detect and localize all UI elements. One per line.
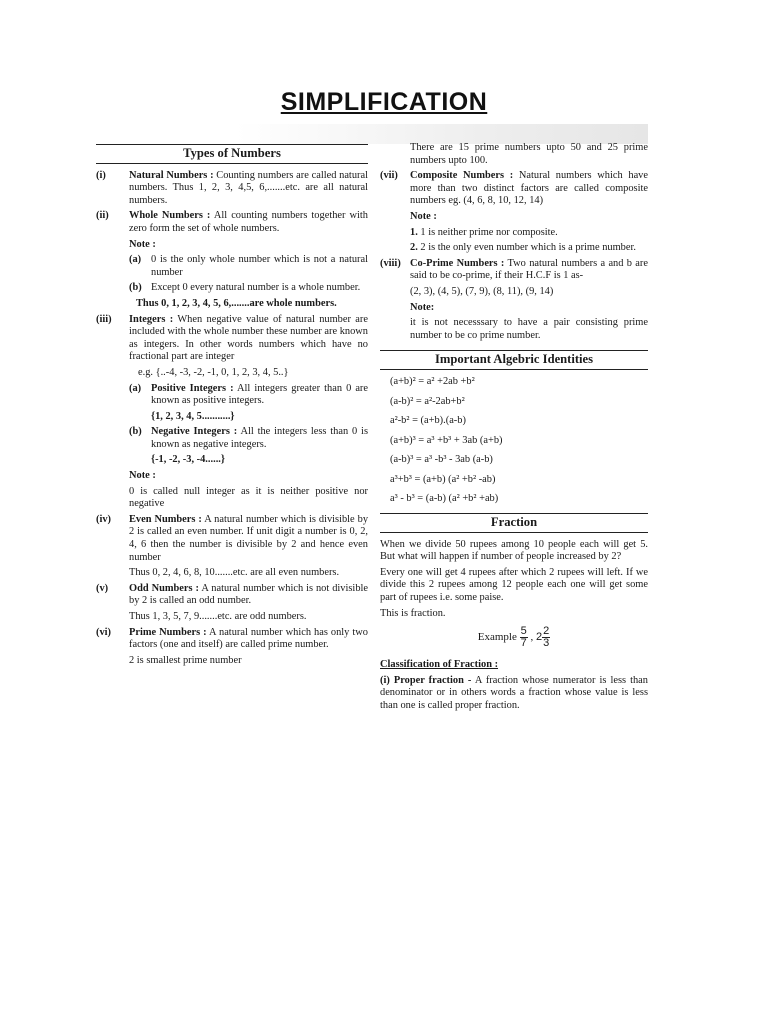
identity-4: (a+b)³ = a³ +b³ + 3ab (a+b)	[390, 434, 503, 446]
sub-title: Positive Integers :	[151, 382, 234, 394]
even-numbers-item	[96, 514, 368, 564]
proper-fraction-text: A fraction whose numerator is less than denominator or in others words a fraction whose value is less than one is called proper fraction.	[380, 674, 648, 711]
note-heading: Note:	[410, 301, 435, 313]
example-label: Example	[477, 631, 517, 644]
fraction-header: Fraction	[380, 513, 648, 533]
sub-text: 0 is the only whole number which is not a natural number	[151, 254, 368, 278]
co-prime-note: it is not necesssary to have a pair consisting prime number to be co prime number.	[410, 317, 648, 341]
negative-integers-item	[96, 426, 368, 451]
fraction-paragraph-1: When we divide 50 rupees among 10 people each will get 5. But what will happen if number of people increased by 2?	[380, 538, 648, 563]
item-number: (i)	[96, 169, 106, 181]
note-1	[380, 227, 648, 240]
item-number: (vi)	[96, 626, 112, 638]
sub-number: (a)	[129, 254, 142, 266]
integers-item	[96, 314, 368, 364]
item-text: A natural number which is not divisible by 2 is called an odd number.	[129, 582, 369, 607]
fraction-denominator: 3	[543, 637, 550, 650]
classification-heading: Classification of Fraction :	[380, 659, 499, 671]
positive-integers-item	[96, 383, 368, 408]
left-column	[96, 144, 368, 670]
sub-title: Negative Integers :	[151, 426, 238, 438]
identity-6: a³+b³ = (a+b) (a² +b² -ab)	[390, 473, 496, 485]
integers-example: e.g. {..-4, -3, -2, -1, 0, 1, 2, 3, 4, 5..}	[138, 366, 289, 378]
item-text: Two natural numbers a and b are said to be co-prime, if their H.C.F is 1 as-	[410, 257, 648, 282]
identity-5: (a-b)³ = a³ -b³ - 3ab (a-b)	[390, 454, 493, 466]
fraction-denominator: 7	[520, 637, 527, 650]
identity-2: (a-b)² = a²-2ab+b²	[390, 395, 465, 407]
mixed-whole: 2	[535, 631, 543, 644]
right-column	[380, 142, 648, 716]
item-number: (viii)	[380, 257, 401, 269]
smallest-prime-note: 2 is smallest prime number	[129, 654, 242, 666]
prime-numbers-item	[96, 627, 368, 652]
example-mixed-fraction	[542, 626, 550, 649]
item-title: Prime Numbers :	[129, 626, 207, 638]
null-integer-note: 0 is called null integer as it is neither positive nor negative	[129, 485, 368, 510]
identity-3: a²-b² = (a+b).(a-b)	[390, 415, 466, 427]
note-heading: Note :	[129, 470, 156, 482]
sub-number: (a)	[129, 382, 142, 394]
item-text: A natural number which has only two factors (one and itself) are called prime number.	[129, 626, 368, 651]
item-title: Whole Numbers :	[129, 210, 211, 222]
whole-numbers-list: Thus 0, 1, 2, 3, 4, 5, 6,.......are whole numbers.	[136, 297, 337, 309]
sub-text: All integers greater than 0 are known as positive integers.	[151, 382, 369, 407]
whole-numbers-item	[96, 210, 368, 235]
note-2	[380, 242, 648, 255]
composite-numbers-item	[380, 170, 648, 208]
note-heading: Note :	[410, 210, 437, 222]
item-title: Odd Numbers :	[129, 582, 199, 594]
note-heading: Note :	[129, 238, 156, 250]
item-number: (ii)	[96, 210, 109, 222]
identity-7: a³ - b³ = (a-b) (a² +b² +ab)	[390, 493, 499, 505]
prime-count-text: There are 15 prime numbers upto 50 and 25 prime numbers upto 100.	[410, 142, 648, 166]
example-fraction	[520, 626, 528, 649]
item-text: Counting numbers are called natural numbers. Thus 1, 2, 3, 4,5, 6,.......etc. are all natural numbers.	[129, 169, 368, 206]
even-numbers-list: Thus 0, 2, 4, 6, 8, 10.......etc. are all even numbers.	[129, 567, 340, 579]
item-text: Natural numbers which have more than two distinct factors are called composite numbers eg. (4, 6, 8, 10, 12, 14)	[410, 170, 648, 207]
item-title: Composite Numbers :	[410, 170, 514, 182]
page-title: SIMPLIFICATION	[280, 88, 488, 116]
fraction-numerator: 5	[520, 625, 527, 638]
sub-number: (b)	[129, 282, 142, 294]
fraction-paragraph-2: Every one will get 4 rupees after which 2 rupees will left. If we divide this 2 rupees among 12 people each one will get some part of rupees i.e. some paise.	[380, 566, 648, 604]
scan-shadow	[236, 124, 648, 144]
algebraic-identities-header: Important Algebric Identities	[380, 350, 648, 370]
item-number: (iv)	[96, 513, 112, 525]
fraction-paragraph-3: This is fraction.	[380, 607, 446, 619]
fraction-example	[380, 626, 648, 649]
positive-integers-list: {1, 2, 3, 4, 5...........}	[151, 410, 235, 422]
co-prime-numbers-item	[380, 258, 648, 283]
sub-text: Except 0 every natural number is a whole number.	[151, 282, 361, 294]
item-title: Co-Prime Numbers :	[410, 257, 505, 269]
note-number: 2.	[410, 242, 418, 254]
item-text: When negative value of natural number are included with the whole number these number are known as integers. In other words numbers which have no fractional part are integer	[129, 313, 368, 363]
example-separator: ,	[530, 631, 534, 644]
fraction-numerator: 2	[543, 625, 550, 638]
note-text: 1 is neither prime nor composite.	[420, 226, 558, 238]
item-number: (iii)	[96, 313, 112, 325]
item-text: All counting numbers together with zero form the set of whole numbers.	[129, 210, 368, 234]
types-of-numbers-header: Types of Numbers	[96, 144, 368, 164]
odd-numbers-item	[96, 583, 368, 608]
item-number: (vii)	[380, 170, 398, 182]
item-title: Even Numbers :	[129, 513, 202, 525]
sub-number: (b)	[129, 426, 142, 438]
natural-numbers-item	[96, 170, 368, 208]
note-a	[96, 254, 368, 279]
co-prime-list: (2, 3), (4, 5), (7, 9), (8, 11), (9, 14)	[410, 285, 554, 297]
proper-fraction-title: (i) Proper fraction -	[380, 674, 472, 686]
note-text: 2 is the only even number which is a prime number.	[420, 242, 636, 254]
item-text: A natural number which is divisible by 2 is called an even number. If unit digit a number is 0, 2, 4, 6 then the number is divisible by 2 and hence even number	[129, 513, 369, 563]
negative-integers-list: {-1, -2, -3, -4......}	[151, 454, 225, 466]
note-b	[96, 282, 368, 295]
proper-fraction-definition	[380, 675, 648, 713]
item-title: Natural Numbers :	[129, 169, 214, 181]
item-number: (v)	[96, 582, 109, 594]
odd-numbers-list: Thus 1, 3, 5, 7, 9.......etc. are odd numbers.	[129, 611, 307, 622]
item-title: Integers :	[129, 313, 174, 325]
sub-text: All the integers less than 0 is known as negative integers.	[151, 426, 368, 450]
note-number: 1.	[410, 226, 418, 238]
identity-1: (a+b)² = a² +2ab +b²	[390, 375, 475, 387]
